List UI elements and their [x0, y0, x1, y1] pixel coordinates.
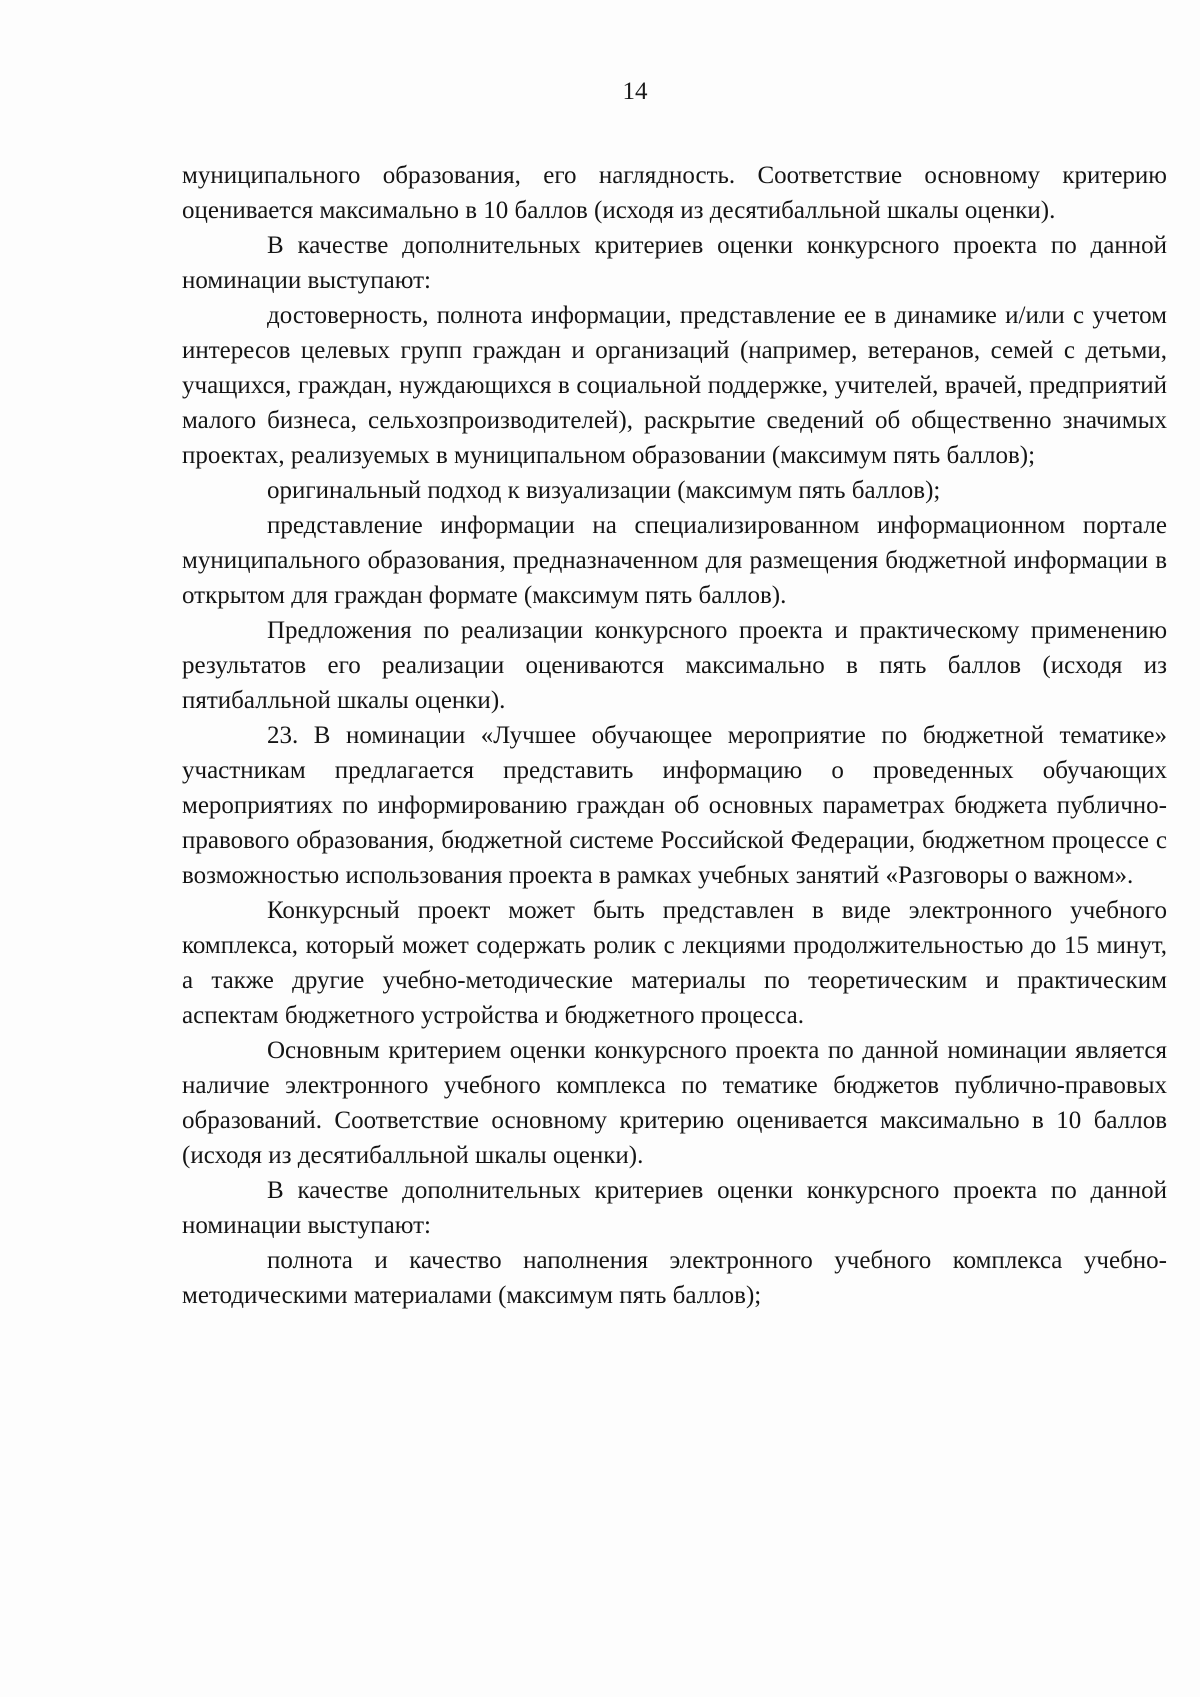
- list-item: оригинальный подход к визуализации (максимум пять баллов);: [267, 477, 941, 504]
- document-body: [182, 158, 1167, 1313]
- paragraph-continuation: муниципального образования, его наглядность. Соответствие основному критерию оценивается максимально в 10 баллов (исходя из десятибалльной шкалы оценки).: [182, 162, 1167, 224]
- page-number: 14: [622, 78, 648, 105]
- list-item: представление информации на специализированном информационном портале муниципального образования, предназначенном для размещения бюджетной информации в открытом для граждан формате (максимум пять баллов).: [182, 512, 1167, 609]
- paragraph: В качестве дополнительных критериев оценки конкурсного проекта по данной номинации выступают:: [182, 232, 1167, 294]
- list-item: полнота и качество наполнения электронного учебного комплекса учебно-методическими материалами (максимум пять баллов);: [182, 1247, 1167, 1309]
- paragraph: 23. В номинации «Лучшее обучающее мероприятие по бюджетной тематике» участникам предлагается представить информацию о проведенных обучающих мероприятиях по информированию граждан об основных параметрах бюджета публично-правового образования, бюджетной системе Российской Федерации, бюджетном процессе с возможностью использования проекта в рамках учебных занятий «Разговоры о важном».: [182, 722, 1167, 889]
- list-item: достоверность, полнота информации, представление ее в динамике и/или с учетом интересов целевых групп граждан и организаций (например, ветеранов, семей с детьми, учащихся, граждан, нуждающихся в социальной поддержке, учителей, врачей, предприятий малого бизнеса, сельхозпроизводителей), раскрытие сведений об общественно значимых проектах, реализуемых в муниципальном образовании (максимум пять баллов);: [182, 302, 1167, 469]
- paragraph: Предложения по реализации конкурсного проекта и практическому применению результатов его реализации оцениваются максимально в пять баллов (исходя из пятибалльной шкалы оценки).: [182, 617, 1167, 714]
- paragraph: В качестве дополнительных критериев оценки конкурсного проекта по данной номинации выступают:: [182, 1177, 1167, 1239]
- paragraph: Основным критерием оценки конкурсного проекта по данной номинации является наличие электронного учебного комплекса по тематике бюджетов публично-правовых образований. Соответствие основному критерию оценивается максимально в 10 баллов (исходя из десятибалльной шкалы оценки).: [182, 1037, 1167, 1169]
- paragraph: Конкурсный проект может быть представлен в виде электронного учебного комплекса, который может содержать ролик с лекциями продолжительностью до 15 минут, а также другие учебно-методические материалы по теоретическим и практическим аспектам бюджетного устройства и бюджетного процесса.: [182, 897, 1167, 1029]
